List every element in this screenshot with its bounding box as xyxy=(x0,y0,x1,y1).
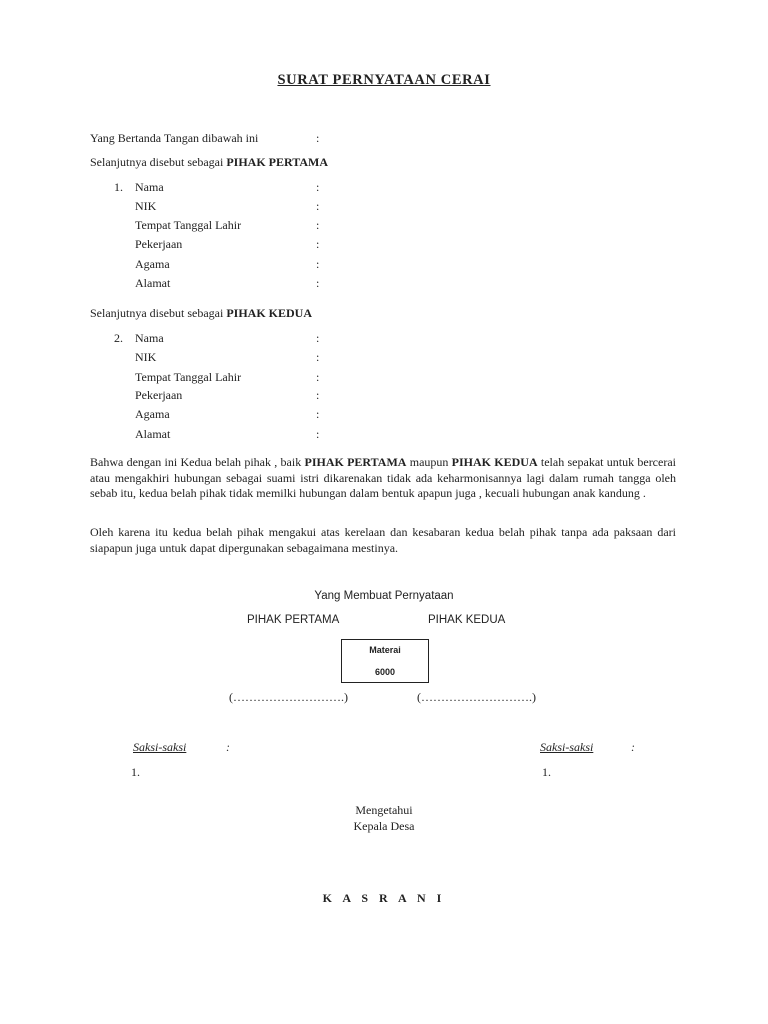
document-title: SURAT PERNYATAAN CERAI xyxy=(277,72,491,88)
p1-colon: : xyxy=(316,237,320,251)
left-party-label: PIHAK PERTAMA xyxy=(247,614,340,626)
paragraph-pihak-kedua: PIHAK KEDUA xyxy=(451,455,538,469)
agreement-paragraph: Oleh karena itu kedua belah pihak mengakui atas kerelaan dan kesabaran kedua belah pihak tanpa ada paksaan dari siapapun juga untuk dapat dipergunakan sebagaimana mestinya. xyxy=(90,525,676,555)
paragraph-text: telah sepakat untuk bercerai atau mengakhiri hubungan sebagai suami istri dikarenakan tidak ada keharmonisannya lagi dalam rumah tangga oleh sebab itu, kedua belah pihak tidak memilki hubungan dalam bentuk apapun juga , kecuali hubungan anak kandung . xyxy=(90,455,676,500)
right-witness-label: Saksi-saksi xyxy=(540,740,594,754)
p2-field-nama: Nama xyxy=(135,331,164,345)
pihak-pertama-prefix: Selanjutnya disebut sebagai xyxy=(90,155,227,169)
p1-field-pekerjaan: Pekerjaan xyxy=(135,237,183,251)
p2-colon: : xyxy=(316,407,320,421)
p2-field-agama: Agama xyxy=(135,407,170,421)
p2-colon: : xyxy=(316,350,320,364)
p1-colon: : xyxy=(316,180,320,194)
p1-field-nama: Nama xyxy=(135,180,164,194)
pihak-kedua-name: PIHAK KEDUA xyxy=(226,306,312,320)
p1-field-ttl: Tempat Tanggal Lahir xyxy=(135,218,242,232)
right-signature-blank: (……………………….) xyxy=(417,690,536,704)
stamp-value: 6000 xyxy=(374,667,396,677)
p1-field-nik: NIK xyxy=(135,199,157,213)
right-witness-colon: : xyxy=(631,740,635,754)
p2-colon: : xyxy=(316,427,320,441)
paragraph-pihak-pertama: PIHAK PERTAMA xyxy=(304,455,407,469)
pihak-pertama-heading xyxy=(90,155,328,170)
p2-colon: : xyxy=(316,331,320,345)
paragraph-text: Bahwa dengan ini Kedua belah pihak , baik xyxy=(90,455,305,469)
p1-field-agama: Agama xyxy=(135,257,170,271)
pihak-pertama-name: PIHAK PERTAMA xyxy=(226,155,328,169)
p2-field-alamat: Alamat xyxy=(135,427,171,441)
p1-colon: : xyxy=(316,257,320,271)
materai-stamp xyxy=(341,639,429,683)
p2-colon: : xyxy=(316,370,320,384)
right-party-label: PIHAK KEDUA xyxy=(428,614,506,626)
p1-colon: : xyxy=(316,218,320,232)
left-witness-label: Saksi-saksi xyxy=(133,740,187,754)
intro-label: Yang Bertanda Tangan dibawah ini xyxy=(90,131,259,145)
pihak-kedua-heading xyxy=(90,306,312,321)
p2-field-ttl: Tempat Tanggal Lahir xyxy=(135,370,242,384)
pihak-pertama-number: 1. xyxy=(114,180,123,194)
p1-colon: : xyxy=(316,276,320,290)
p2-colon: : xyxy=(316,388,320,402)
pihak-kedua-number: 2. xyxy=(114,331,123,345)
left-witness-number: 1. xyxy=(131,765,140,779)
paragraph-text: maupun xyxy=(406,455,452,469)
p1-colon: : xyxy=(316,199,320,213)
p2-field-pekerjaan: Pekerjaan xyxy=(135,388,183,402)
p2-field-nik: NIK xyxy=(135,350,157,364)
pihak-kedua-prefix: Selanjutnya disebut sebagai xyxy=(90,306,227,320)
kepala-desa-name: K A S R A N I xyxy=(322,891,446,905)
stamp-label: Materai xyxy=(369,645,401,655)
right-witness-number: 1. xyxy=(542,765,551,779)
left-witness-colon: : xyxy=(226,740,230,754)
left-signature-blank: (……………………….) xyxy=(229,690,348,704)
mengetahui-label: Mengetahui xyxy=(355,803,413,817)
intro-colon: : xyxy=(316,131,320,145)
p1-field-alamat: Alamat xyxy=(135,276,171,290)
signature-heading: Yang Membuat Pernyataan xyxy=(314,590,454,602)
statement-paragraph xyxy=(90,455,676,502)
kepala-desa-label: Kepala Desa xyxy=(353,819,415,833)
